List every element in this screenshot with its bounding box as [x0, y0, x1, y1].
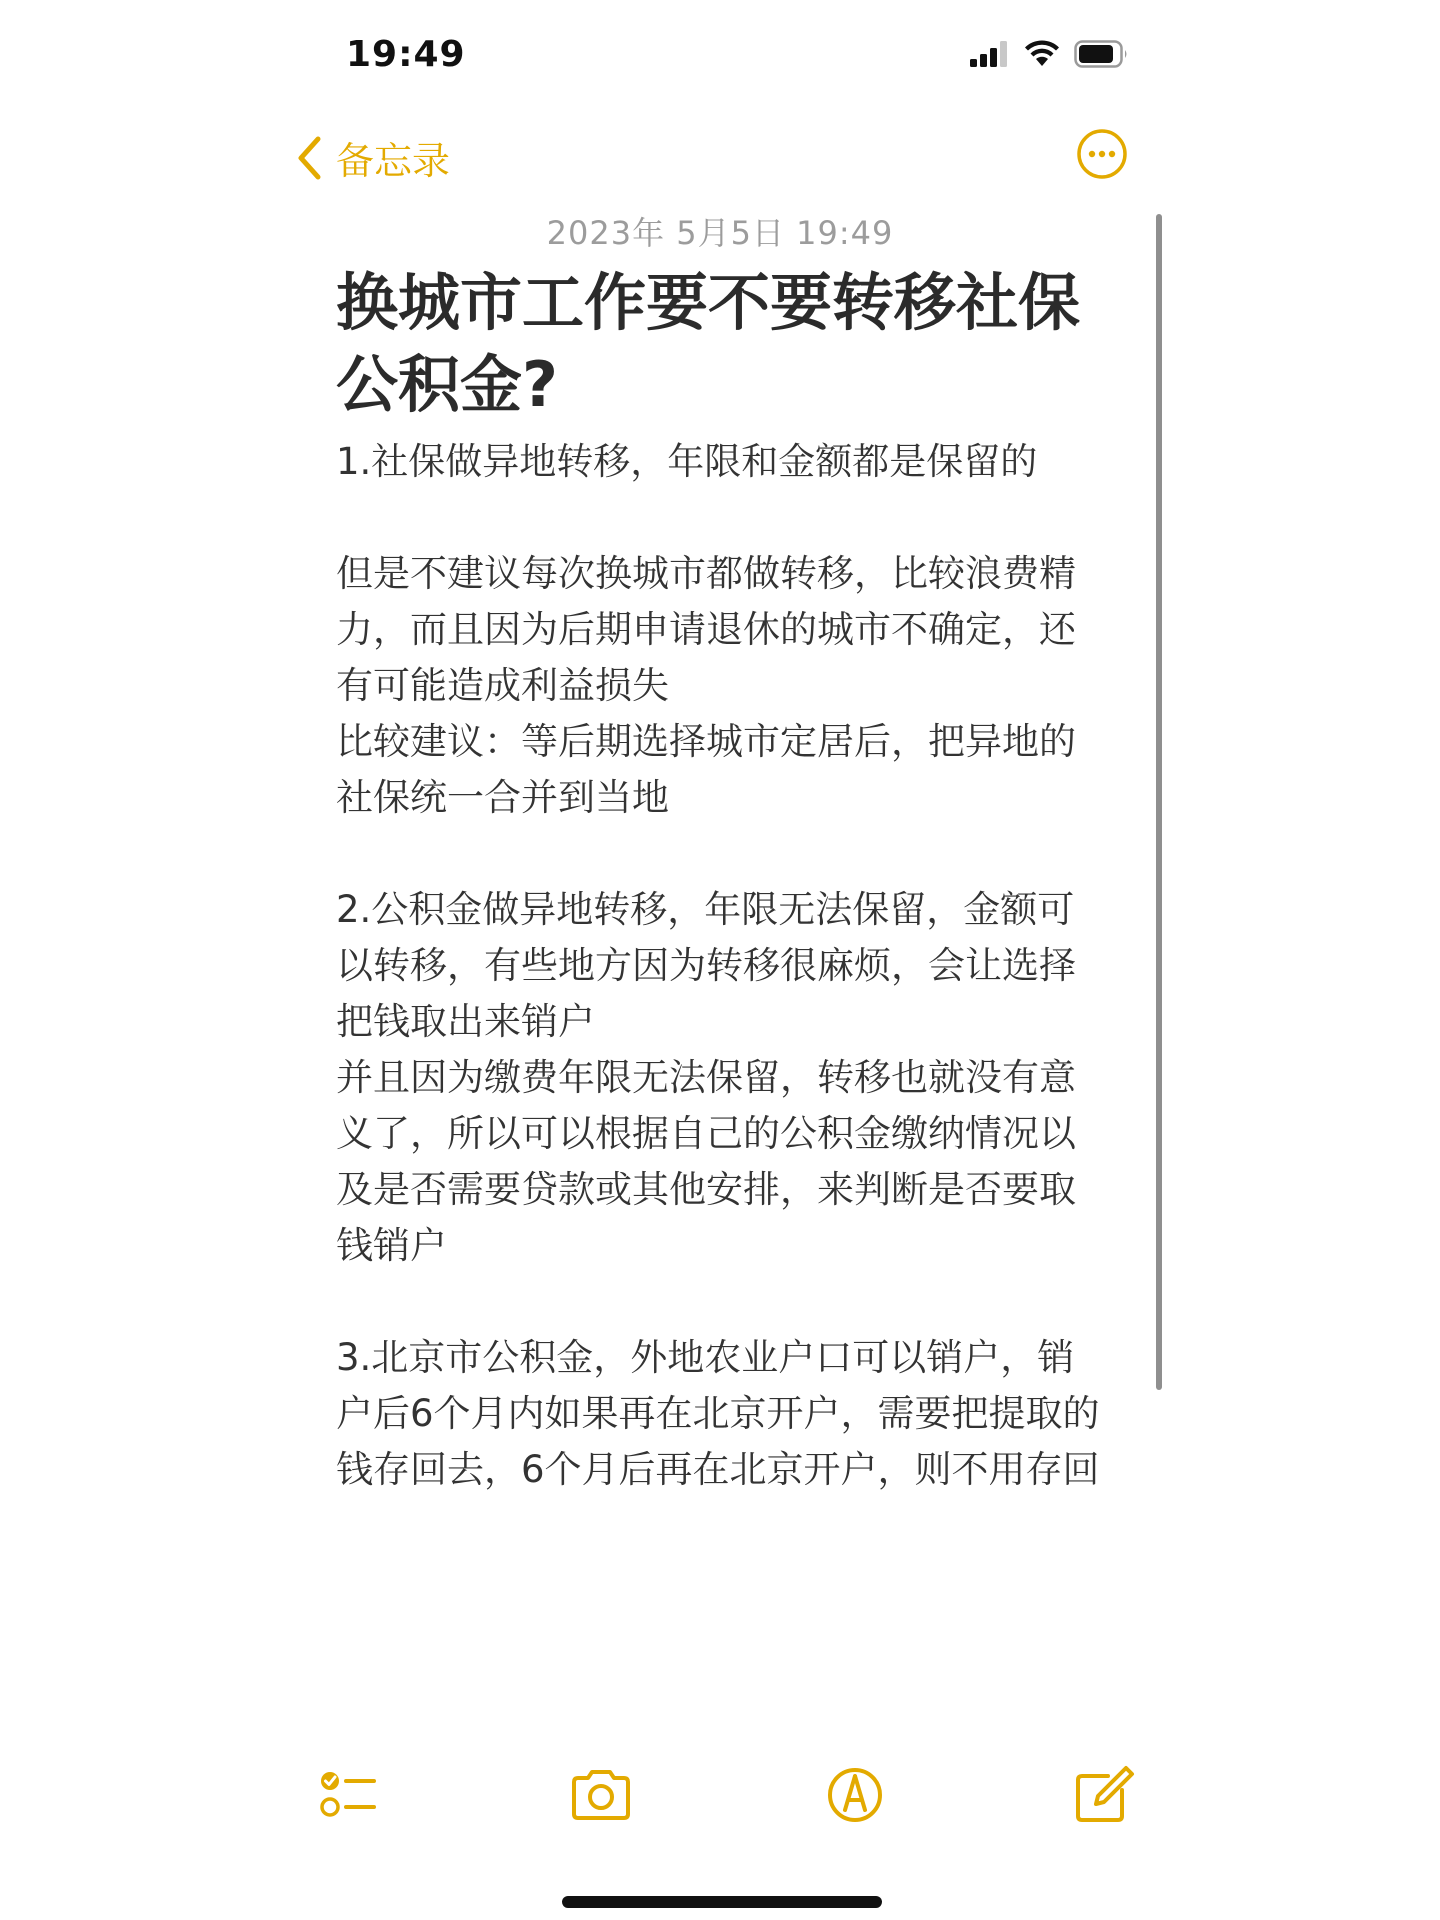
checklist-button[interactable]: [316, 1760, 386, 1830]
note-body[interactable]: [336, 434, 1106, 1498]
blank-line: [336, 826, 1106, 882]
compose-button[interactable]: [1068, 1760, 1138, 1830]
camera-icon: [566, 1760, 636, 1830]
compose-icon: [1068, 1760, 1138, 1830]
status-icons: [970, 40, 1130, 68]
note-paragraph: 但是不建议每次换城市都做转移，比较浪费精力，而且因为后期申请退休的城市不确定，还有可能造成利益损失: [336, 552, 1076, 707]
note-paragraph: 2.公积金做异地转移，年限无法保留，金额可以转移，有些地方因为转移很麻烦，会让选择把钱取出来销户: [336, 888, 1076, 1043]
note-paragraph: 并且因为缴费年限无法保留，转移也就没有意义了，所以可以根据自己的公积金缴纳情况以及是否需要贷款或其他安排，来判断是否要取钱销户: [336, 1056, 1076, 1267]
note-title[interactable]: 换城市工作要不要转移社保公积金?: [336, 266, 1081, 421]
ellipsis-circle-icon: [1076, 128, 1128, 180]
back-label: 备忘录: [336, 139, 451, 183]
status-bar: [0, 0, 1440, 110]
camera-button[interactable]: [566, 1760, 636, 1830]
note-paragraph: 1.社保做异地转移，年限和金额都是保留的: [336, 440, 1038, 483]
home-indicator[interactable]: [562, 1896, 882, 1908]
scroll-indicator[interactable]: [1156, 214, 1162, 1390]
chevron-left-icon: [296, 135, 322, 181]
note-paragraph: 3.北京市公积金，外地农业户口可以销户，销户后6个月内如果再在北京开户，需要把提取的钱存回去，6个月后再在北京开户，则不用存回: [336, 1336, 1100, 1491]
markup-button[interactable]: [820, 1760, 890, 1830]
wifi-icon: [1024, 40, 1060, 68]
note-paragraph: 比较建议：等后期选择城市定居后，把异地的社保统一合并到当地: [336, 720, 1076, 819]
markup-icon: [820, 1760, 890, 1830]
back-button[interactable]: [296, 130, 450, 185]
nav-bar: [0, 120, 1440, 200]
battery-icon: [1074, 40, 1130, 68]
blank-line: [336, 490, 1106, 546]
blank-line: [336, 1274, 1106, 1330]
status-time: 19:49: [346, 34, 466, 75]
bottom-toolbar: [0, 1760, 1440, 1850]
note-date: 2023年 5月5日 19:49: [546, 214, 894, 252]
more-button[interactable]: [1076, 128, 1128, 180]
cellular-signal-icon: [970, 41, 1010, 67]
checklist-icon: [316, 1760, 386, 1830]
